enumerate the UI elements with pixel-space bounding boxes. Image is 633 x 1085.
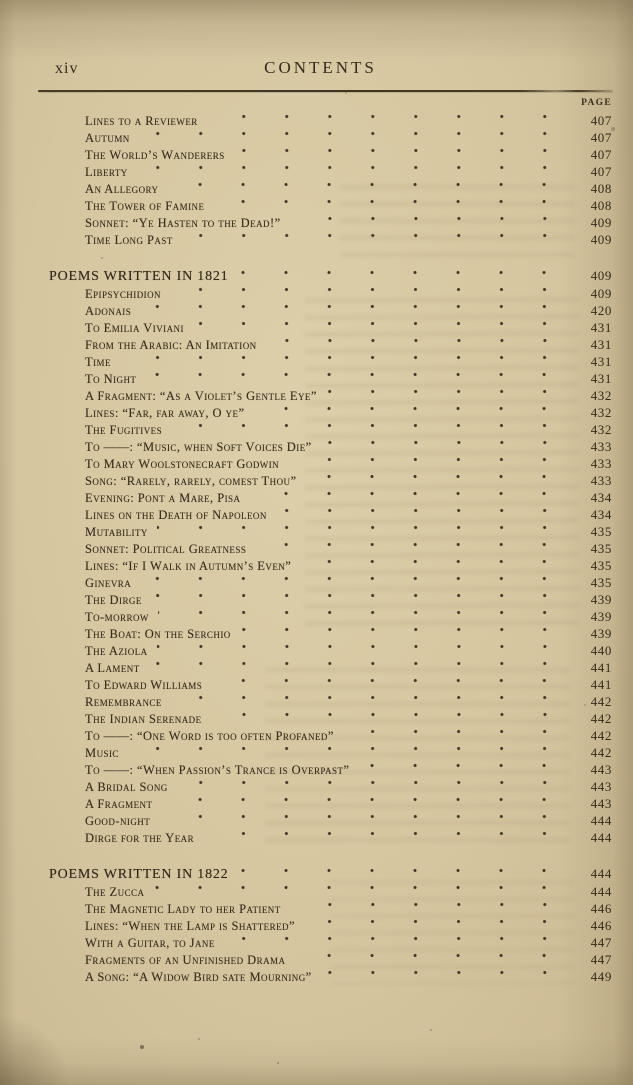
entry-title: To Emilia Viviani	[85, 321, 184, 335]
entry-page-number: 409	[590, 286, 612, 301]
entry-page-number: 431	[590, 337, 612, 352]
entry-title: A Fragment	[85, 797, 153, 811]
paper-specks	[0, 0, 2, 2]
entry-page-number: 449	[590, 969, 612, 984]
entry-title: To-morrow	[85, 610, 149, 624]
dot-leader	[139, 129, 562, 146]
dot-leader	[203, 829, 562, 846]
entry-title: POEMS WRITTEN IN 1822	[49, 867, 229, 882]
toc-entry	[85, 404, 612, 421]
toc-entry	[85, 214, 612, 231]
toc-entry	[85, 302, 612, 319]
dot-leader	[288, 455, 562, 472]
entry-title: The Zucca	[85, 885, 145, 899]
entry-page-number: 439	[590, 609, 612, 624]
dot-leader	[294, 951, 562, 968]
toc-entry	[85, 472, 612, 489]
entry-page-number: 442	[590, 728, 612, 743]
entry-title: The Fugitives	[85, 423, 163, 437]
entry-page-number: 407	[590, 130, 612, 145]
toc-entry	[85, 659, 612, 676]
entry-title: Good-night	[85, 814, 151, 828]
dot-leader	[237, 865, 562, 883]
dot-leader	[137, 163, 562, 180]
header-rule	[38, 90, 613, 92]
dot-leader	[266, 336, 562, 353]
dot-leader	[305, 472, 562, 489]
entry-title: A Song: “A Widow Bird sate Mourning”	[85, 970, 312, 984]
dot-leader	[326, 387, 562, 404]
toc-entry	[85, 761, 612, 778]
dot-leader	[343, 727, 562, 744]
entry-page-number: 431	[590, 320, 612, 335]
entry-page-number: 443	[590, 762, 612, 777]
entry-title: Fragments of an Unfinished Drama	[85, 953, 286, 967]
toc-entry	[85, 455, 612, 472]
toc-entry	[85, 608, 612, 625]
entry-title: Lines on the Death of Napoleon	[85, 508, 267, 522]
entry-title: POEMS WRITTEN IN 1821	[49, 269, 229, 284]
dot-leader	[358, 761, 562, 778]
toc-entry	[85, 951, 612, 968]
entry-page-number: 446	[590, 918, 612, 933]
entry-title: To Edward Williams	[85, 678, 203, 692]
entry-page-number: 432	[590, 388, 612, 403]
toc-entry	[85, 710, 612, 727]
dot-leader	[167, 180, 562, 197]
dot-leader	[290, 900, 562, 917]
toc-entry	[85, 934, 612, 951]
entry-title: To ——: “When Passion’s Trance is Overpast”	[85, 763, 350, 777]
dot-leader	[240, 625, 562, 642]
entry-page-number: 442	[590, 711, 612, 726]
toc-entry	[85, 574, 612, 591]
toc-entry	[85, 812, 612, 829]
toc-entry	[85, 676, 612, 693]
entry-title: To ——: “Music, when Soft Voices Die”	[85, 440, 312, 454]
toc-entry	[85, 900, 612, 917]
toc-entry	[85, 180, 612, 197]
dot-leader	[159, 812, 562, 829]
entry-page-number: 444	[590, 884, 612, 899]
toc-entry	[85, 591, 612, 608]
toc-entry	[85, 319, 612, 336]
dot-leader	[140, 302, 562, 319]
entry-title: A Fragment: “As a Violet’s Gentle Eye”	[85, 389, 317, 403]
entry-page-number: 431	[590, 371, 612, 386]
dot-leader	[170, 285, 562, 302]
dot-leader	[276, 506, 562, 523]
entry-page-number: 434	[590, 490, 612, 505]
entry-page-number: 439	[590, 626, 612, 641]
toc-entry	[85, 163, 612, 180]
entry-title: The Aziola	[85, 644, 148, 658]
entry-title: To Night	[85, 372, 137, 386]
dot-leader	[161, 795, 562, 812]
dot-leader	[300, 557, 562, 574]
entry-title: The Indian Serenade	[85, 712, 202, 726]
toc-entry	[85, 506, 612, 523]
dot-leader	[213, 197, 562, 214]
entry-title: To ——: “One Word is too often Profaned”	[85, 729, 334, 743]
dot-leader	[234, 146, 562, 163]
toc-entry	[85, 778, 612, 795]
entry-page-number: 409	[590, 268, 612, 283]
page-column-label: PAGE	[581, 98, 612, 108]
dot-leader	[207, 112, 562, 129]
dot-leader	[157, 642, 562, 659]
toc-entry	[85, 693, 612, 710]
dot-leader	[182, 231, 562, 248]
entry-page-number: 442	[590, 694, 612, 709]
entry-page-number: 407	[590, 147, 612, 162]
toc-entry	[85, 968, 612, 985]
entry-title: Lines to a Reviewer	[85, 114, 198, 128]
entry-title: An Allegory	[85, 182, 159, 196]
dot-leader	[211, 710, 562, 727]
toc-entry	[85, 112, 612, 129]
entry-page-number: 441	[590, 660, 612, 675]
dot-leader	[149, 659, 562, 676]
toc-entry	[85, 438, 612, 455]
toc-entry	[85, 285, 612, 302]
dot-leader	[128, 744, 562, 761]
dot-leader	[151, 591, 562, 608]
entry-page-number: 432	[590, 405, 612, 420]
entry-page-number: 407	[590, 113, 612, 128]
toc-entry	[85, 197, 612, 214]
entry-page-number: 408	[590, 198, 612, 213]
dot-leader	[255, 540, 562, 557]
entry-title: Adonais	[85, 304, 132, 318]
entry-title: Sonnet: “Ye Hasten to the Dead!”	[85, 216, 281, 230]
toc-entry	[85, 336, 612, 353]
entry-title: Song: “Rarely, rarely, comest Thou”	[85, 474, 297, 488]
toc-entry	[85, 917, 612, 934]
toc-entry	[85, 642, 612, 659]
entry-page-number: 433	[590, 439, 612, 454]
dot-leader	[120, 353, 562, 370]
entry-page-number: 409	[590, 232, 612, 247]
table-of-contents	[49, 112, 612, 985]
toc-entry	[85, 540, 612, 557]
dot-leader	[171, 693, 562, 710]
toc-section-heading	[49, 865, 612, 883]
entry-title: Epipsychidion	[85, 287, 161, 301]
toc-entry	[85, 883, 612, 900]
entry-page-number: 444	[590, 813, 612, 828]
toc-entry	[85, 146, 612, 163]
entry-page-number: 435	[590, 558, 612, 573]
entry-page-number: 420	[590, 303, 612, 318]
page-title: CONTENTS	[264, 58, 377, 77]
toc-entry	[85, 625, 612, 642]
toc-entry	[85, 421, 612, 438]
dot-leader	[304, 917, 562, 934]
toc-entry	[85, 744, 612, 761]
entry-title: Mutability	[85, 525, 148, 539]
entry-title: A Bridal Song	[85, 780, 168, 794]
dot-leader	[140, 574, 562, 591]
entry-title: Lines: “Far, far away, O ye”	[85, 406, 245, 420]
dot-leader	[158, 608, 562, 625]
toc-entry	[85, 129, 612, 146]
entry-page-number: 409	[590, 215, 612, 230]
entry-title: Dirge for the Year	[85, 831, 195, 845]
entry-page-number: 446	[590, 901, 612, 916]
dot-leader	[211, 676, 562, 693]
toc-entry	[85, 370, 612, 387]
dot-leader	[249, 489, 562, 506]
entry-title: Evening: Pont a Mare, Pisa	[85, 491, 241, 505]
dot-leader	[321, 968, 562, 985]
entry-title: Lines: “When the Lamp is Shattered”	[85, 919, 295, 933]
dot-leader	[253, 404, 562, 421]
entry-page-number: 408	[590, 181, 612, 196]
entry-page-number: 433	[590, 473, 612, 488]
entry-page-number: 444	[590, 830, 612, 845]
dot-leader	[237, 267, 562, 285]
entry-page-number: 435	[590, 524, 612, 539]
dot-leader	[177, 778, 562, 795]
entry-page-number: 442	[590, 745, 612, 760]
entry-title: With a Guitar, to Jane	[85, 936, 215, 950]
entry-page-number: 435	[590, 541, 612, 556]
entry-page-number: 447	[590, 935, 612, 950]
entry-page-number: 444	[590, 866, 612, 881]
dot-leader	[153, 883, 562, 900]
entry-title: Remembrance	[85, 695, 162, 709]
toc-section-heading	[49, 267, 612, 285]
dot-leader	[145, 370, 562, 387]
entry-page-number: 443	[590, 779, 612, 794]
entry-title: The Boat: On the Serchio	[85, 627, 231, 641]
dot-leader	[321, 438, 562, 455]
entry-title: From the Arabic: An Imitation	[85, 338, 257, 352]
entry-title: Liberty	[85, 165, 128, 179]
entry-page-number: 439	[590, 592, 612, 607]
toc-entry	[85, 231, 612, 248]
toc-entry	[85, 557, 612, 574]
entry-page-number: 440	[590, 643, 612, 658]
entry-title: Time Long Past	[85, 233, 173, 247]
toc-entry	[85, 795, 612, 812]
entry-page-number: 443	[590, 796, 612, 811]
entry-title: Sonnet: Political Greatness	[85, 542, 247, 556]
entry-page-number: 431	[590, 354, 612, 369]
entry-page-number: 433	[590, 456, 612, 471]
entry-title: The Tower of Famine	[85, 199, 205, 213]
entry-title: Lines: “If I Walk in Autumn’s Even”	[85, 559, 292, 573]
toc-entry	[85, 489, 612, 506]
dot-leader	[157, 523, 562, 540]
dot-leader	[224, 934, 562, 951]
entry-title: To Mary Woolstonecraft Godwin	[85, 457, 280, 471]
entry-title: The World’s Wanderers	[85, 148, 225, 162]
entry-title: The Dirge	[85, 593, 142, 607]
dot-leader	[290, 214, 562, 231]
dot-leader	[193, 319, 562, 336]
entry-title: Music	[85, 746, 119, 760]
toc-entry	[85, 829, 612, 846]
toc-entry	[85, 523, 612, 540]
toc-entry	[85, 353, 612, 370]
toc-entry	[85, 727, 612, 744]
entry-title: The Magnetic Lady to her Patient	[85, 902, 281, 916]
folio-number: xiv	[55, 60, 79, 77]
toc-entry	[85, 387, 612, 404]
entry-title: Time	[85, 355, 111, 369]
entry-page-number: 447	[590, 952, 612, 967]
entry-page-number: 434	[590, 507, 612, 522]
entry-page-number: 407	[590, 164, 612, 179]
entry-page-number: 432	[590, 422, 612, 437]
entry-page-number: 435	[590, 575, 612, 590]
entry-page-number: 441	[590, 677, 612, 692]
entry-title: Autumn	[85, 131, 130, 145]
dot-leader	[171, 421, 562, 438]
entry-title: A Lament	[85, 661, 140, 675]
entry-title: Ginevra	[85, 576, 132, 590]
